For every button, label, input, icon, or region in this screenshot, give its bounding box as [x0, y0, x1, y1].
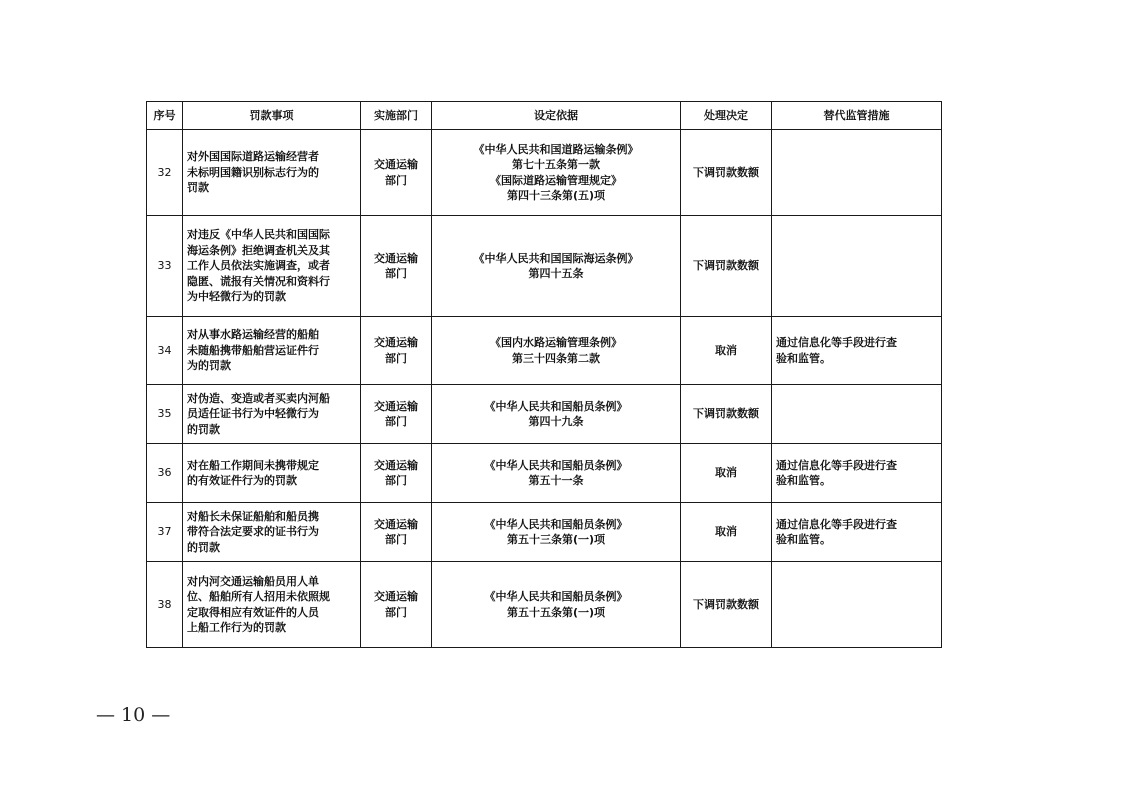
cell-basis-line: 第五十三条第(一)项 — [506, 533, 606, 546]
header-item: 罚款事项 — [183, 102, 361, 130]
cell-no: 33 — [147, 216, 183, 317]
cell-dept-line: 交通运输 — [374, 458, 418, 472]
cell-dept-line: 交通运输 — [374, 590, 418, 603]
cell-item-line: 定取得相应有效证件的人员 — [187, 605, 319, 619]
header-basis: 设定依据 — [432, 102, 681, 130]
cell-item-line: 的有效证件行为的罚款 — [187, 474, 297, 487]
cell-dept — [361, 130, 432, 216]
cell-dept — [361, 216, 432, 317]
cell-item — [183, 562, 361, 648]
cell-basis-line: 第三十四条第二款 — [512, 351, 600, 365]
cell-basis-line: 《中华人民共和国船员条例》 — [484, 399, 628, 413]
cell-alternative-line: 验和监管。 — [776, 533, 831, 546]
cell-dept — [361, 503, 432, 562]
cell-dept-line: 部门 — [385, 415, 407, 428]
cell-item-line: 对内河交通运输船员用人单 — [187, 574, 319, 588]
cell-decision: 下调罚款数额 — [681, 130, 772, 216]
cell-item — [183, 444, 361, 503]
cell-item-line: 员适任证书行为中轻微行为 — [187, 407, 319, 421]
cell-item-line: 上船工作行为的罚款 — [187, 621, 286, 634]
cell-item-line: 罚款 — [187, 181, 209, 195]
cell-alternative-line: 验和监管。 — [776, 474, 831, 487]
cell-basis-line: 《中华人民共和国船员条例》 — [484, 517, 628, 531]
penalty-table — [146, 101, 942, 648]
cell-no: 35 — [147, 385, 183, 444]
table-row — [147, 385, 942, 444]
cell-alternative — [772, 317, 942, 385]
cell-dept-line: 部门 — [385, 173, 407, 187]
header-decision: 处理决定 — [681, 102, 772, 130]
cell-dept-line: 部门 — [385, 605, 407, 619]
cell-dept-line: 部门 — [385, 351, 407, 365]
cell-alternative-line: 通过信息化等手段进行查 — [776, 517, 897, 531]
cell-item — [183, 317, 361, 385]
cell-basis-line: 第四十三条第(五)项 — [506, 189, 606, 202]
cell-dept-line: 交通运输 — [374, 517, 418, 531]
cell-dept — [361, 385, 432, 444]
table-row — [147, 317, 942, 385]
cell-item-line: 海运条例》拒绝调查机关及其 — [187, 243, 330, 257]
cell-basis — [432, 562, 681, 648]
cell-basis-line: 《中华人民共和国船员条例》 — [484, 590, 628, 603]
cell-item-line: 对在船工作期间未携带规定 — [187, 458, 319, 472]
table-row — [147, 562, 942, 648]
cell-basis-line: 第七十五条第一款 — [512, 158, 600, 171]
cell-item-line: 未随船携带船舶营运证件行 — [187, 343, 319, 357]
table-row — [147, 216, 942, 317]
cell-decision: 取消 — [681, 317, 772, 385]
cell-no: 36 — [147, 444, 183, 503]
cell-item-line: 对伪造、变造或者买卖内河船 — [187, 391, 330, 405]
cell-item — [183, 216, 361, 317]
cell-item-line: 对从事水路运输经营的船舶 — [187, 328, 319, 342]
cell-decision: 下调罚款数额 — [681, 216, 772, 317]
cell-dept-line: 部门 — [385, 533, 407, 546]
cell-item-line: 为中轻微行为的罚款 — [187, 290, 286, 304]
cell-item-line: 位、船舶所有人招用未依照规 — [187, 590, 330, 603]
cell-dept-line: 部门 — [385, 267, 407, 280]
cell-item-line: 隐匿、谎报有关情况和资料行 — [187, 274, 330, 288]
cell-dept — [361, 562, 432, 648]
cell-item — [183, 130, 361, 216]
cell-alternative — [772, 503, 942, 562]
cell-item-line: 为的罚款 — [187, 359, 231, 373]
cell-basis — [432, 317, 681, 385]
cell-basis-line: 第五十五条第(一)项 — [506, 605, 606, 619]
cell-no: 37 — [147, 503, 183, 562]
cell-dept-line: 部门 — [385, 474, 407, 487]
cell-basis — [432, 444, 681, 503]
cell-basis — [432, 130, 681, 216]
table-body — [147, 130, 942, 648]
table-header-row — [147, 102, 942, 130]
cell-no: 34 — [147, 317, 183, 385]
cell-decision: 取消 — [681, 444, 772, 503]
cell-basis-line: 《中华人民共和国道路运输条例》 — [473, 142, 639, 156]
cell-dept-line: 交通运输 — [374, 336, 418, 349]
cell-item-line: 带符合法定要求的证书行为 — [187, 525, 319, 539]
cell-no: 32 — [147, 130, 183, 216]
cell-alternative — [772, 562, 942, 648]
cell-alternative — [772, 130, 942, 216]
cell-item-line: 的罚款 — [187, 422, 220, 436]
cell-basis-line: 第四十九条 — [528, 415, 584, 428]
cell-dept-line: 交通运输 — [374, 158, 418, 171]
cell-dept — [361, 317, 432, 385]
header-no: 序号 — [147, 102, 183, 130]
cell-item — [183, 385, 361, 444]
cell-alternative — [772, 216, 942, 317]
cell-dept-line: 交通运输 — [374, 399, 418, 413]
cell-item-line: 对违反《中华人民共和国国际 — [187, 228, 330, 242]
cell-decision: 下调罚款数额 — [681, 385, 772, 444]
cell-item-line: 对外国国际道路运输经营者 — [187, 150, 319, 164]
cell-basis-line: 《中华人民共和国船员条例》 — [484, 458, 628, 472]
cell-basis-line: 《中华人民共和国国际海运条例》 — [473, 251, 639, 265]
cell-basis — [432, 503, 681, 562]
cell-dept-line: 交通运输 — [374, 251, 418, 265]
cell-item-line: 对船长未保证船舶和船员携 — [187, 509, 319, 523]
table-row — [147, 503, 942, 562]
cell-basis — [432, 385, 681, 444]
cell-alternative — [772, 444, 942, 503]
cell-item-line: 工作人员依法实施调查，或者 — [187, 259, 330, 273]
cell-decision: 取消 — [681, 503, 772, 562]
cell-basis-line: 第五十一条 — [528, 474, 584, 487]
cell-no: 38 — [147, 562, 183, 648]
cell-basis — [432, 216, 681, 317]
cell-dept — [361, 444, 432, 503]
cell-basis-line: 《国际道路运输管理规定》 — [490, 173, 622, 187]
cell-item-line: 未标明国籍识别标志行为的 — [187, 165, 319, 179]
cell-alternative — [772, 385, 942, 444]
cell-alternative-line: 通过信息化等手段进行查 — [776, 336, 897, 349]
table-row — [147, 444, 942, 503]
cell-item-line: 的罚款 — [187, 540, 220, 554]
cell-decision: 下调罚款数额 — [681, 562, 772, 648]
cell-alternative-line: 通过信息化等手段进行查 — [776, 458, 897, 472]
page-number: — 10 — — [96, 704, 171, 726]
header-alternative: 替代监管措施 — [772, 102, 942, 130]
cell-basis-line: 《国内水路运输管理条例》 — [490, 336, 622, 349]
table-row — [147, 130, 942, 216]
cell-item — [183, 503, 361, 562]
cell-alternative-line: 验和监管。 — [776, 351, 831, 365]
cell-basis-line: 第四十五条 — [528, 267, 584, 280]
header-dept: 实施部门 — [361, 102, 432, 130]
